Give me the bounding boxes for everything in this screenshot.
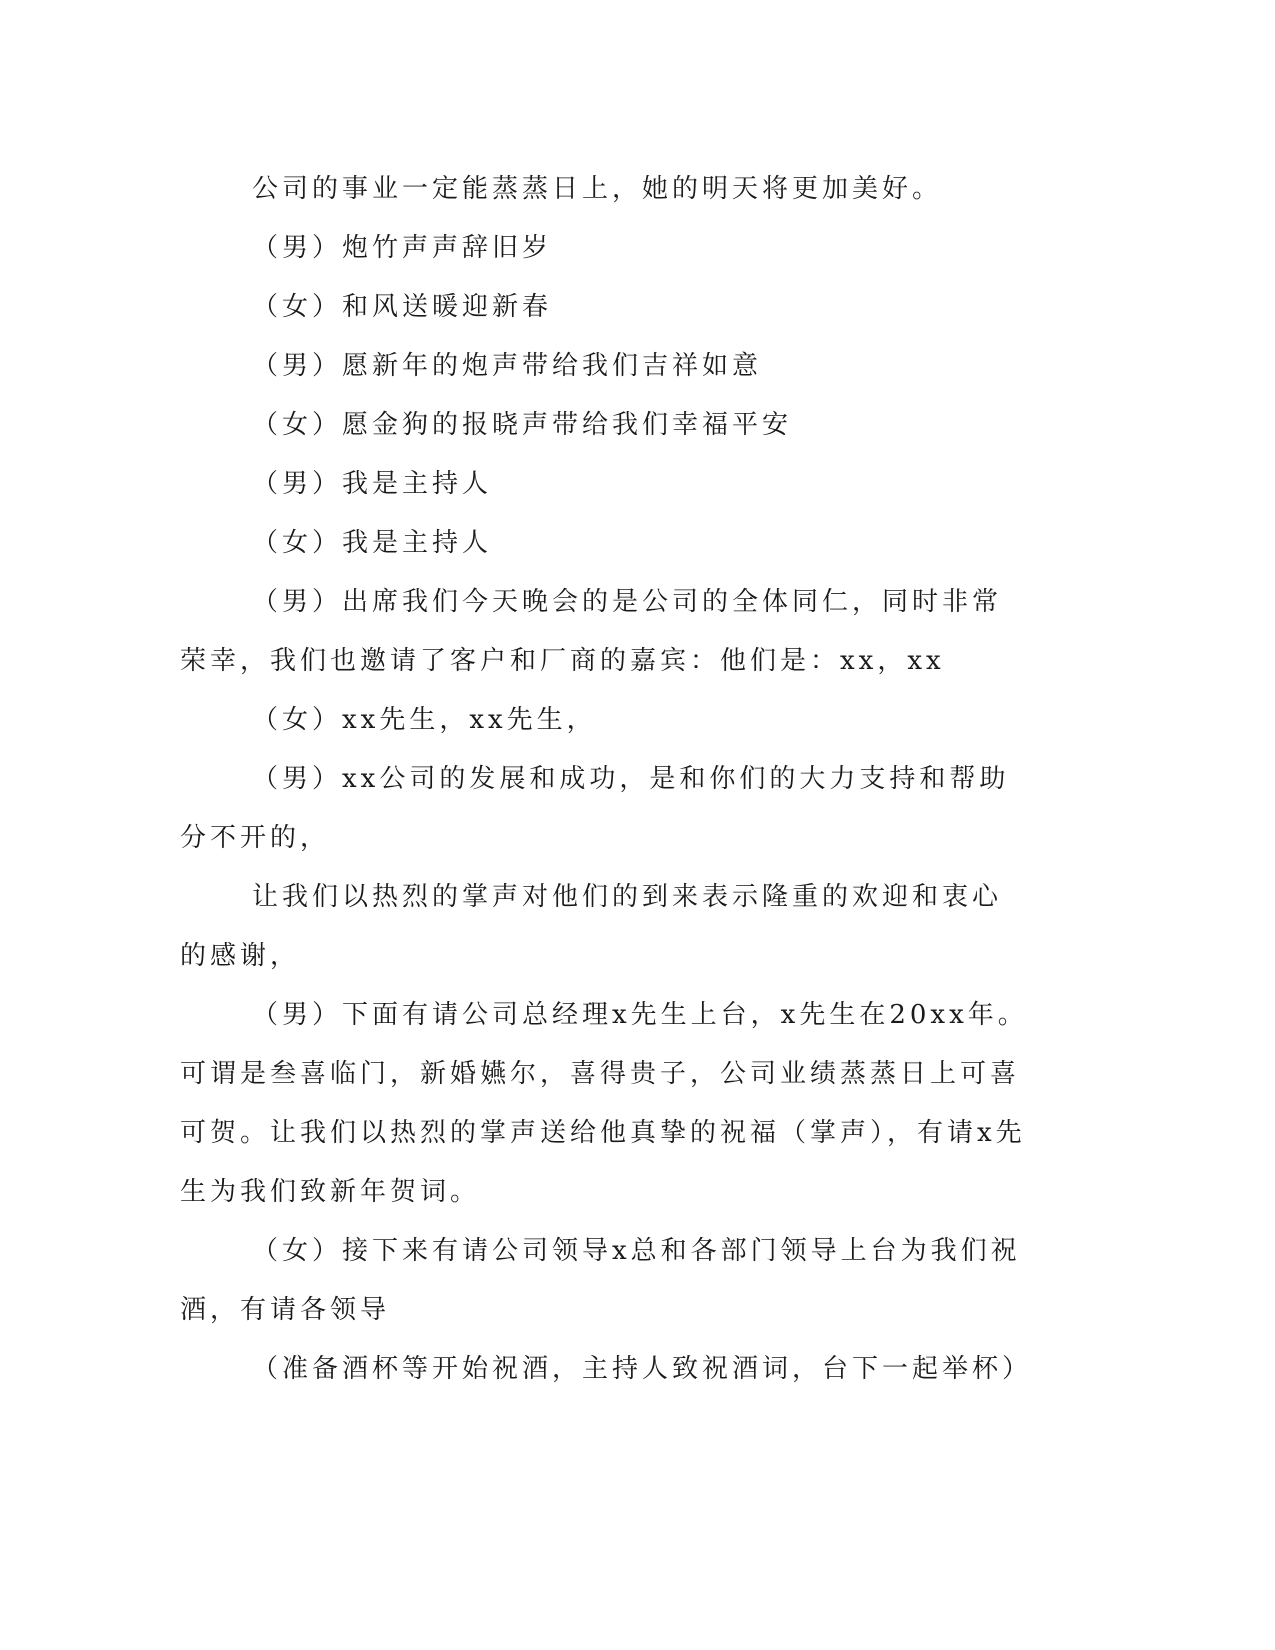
paragraph-general-manager: （男）下面有请公司总经理x先生上台，x先生在20xx年。可谓是叁喜临门，新婚嬿尔，喜得贵子，公司业绩蒸蒸日上可喜可贺。让我们以热烈的掌声送给他真挚的祝福（掌声），有请x先生为我们致新年贺词。 (180, 1000, 1028, 1207)
paragraph-female-2: （女）愿金狗的报晓声带给我们幸福平安 (252, 410, 793, 440)
paragraph-male-2: （男）愿新年的炮声带给我们吉祥如意 (252, 351, 763, 381)
paragraph-toast-note: （准备酒杯等开始祝酒，主持人致祝酒词，台下一起举杯） (252, 1354, 1033, 1384)
paragraph-company-thanks: （男）xx公司的发展和成功，是和你们的大力支持和帮助分不开的， (180, 764, 1010, 853)
document-body (180, 160, 1033, 1399)
paragraph-leaders-toast: （女）接下来有请公司领导x总和各部门领导上台为我们祝酒，有请各领导 (180, 1236, 1021, 1325)
paragraph-applause: 让我们以热烈的掌声对他们的到来表示隆重的欢迎和衷心的感谢， (180, 882, 1003, 971)
paragraph-closing-line: 公司的事业一定能蒸蒸日上，她的明天将更加美好。 (252, 174, 943, 204)
paragraph-male-host: （男）我是主持人 (252, 469, 493, 499)
paragraph-guests-names: （女）xx先生，xx先生， (252, 705, 597, 735)
paragraph-male-1: （男）炮竹声声辞旧岁 (252, 233, 553, 263)
paragraph-female-1: （女）和风送暖迎新春 (252, 292, 553, 322)
paragraph-female-host: （女）我是主持人 (252, 528, 493, 558)
paragraph-guests-intro: （男）出席我们今天晚会的是公司的全体同仁，同时非常荣幸，我们也邀请了客户和厂商的嘉宾：他们是：xx，xx (180, 587, 1003, 676)
